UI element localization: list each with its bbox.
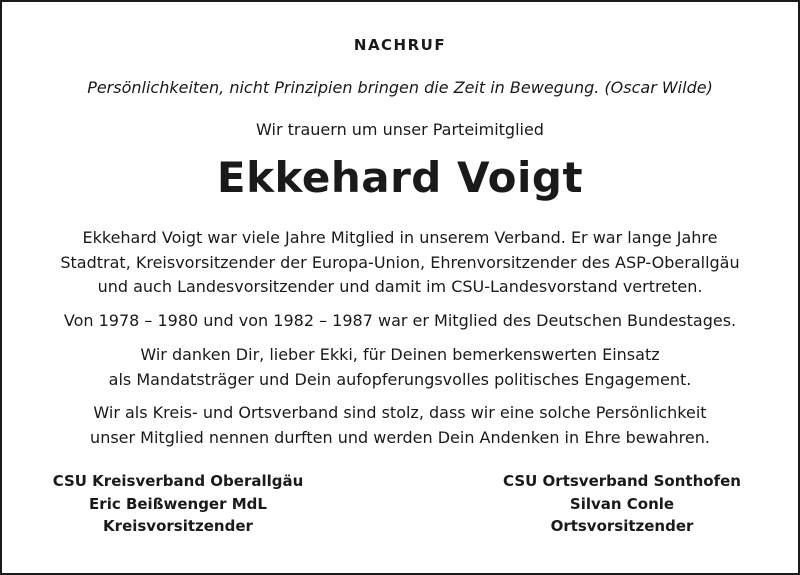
paragraph-line: Wir danken Dir, lieber Ekki, für Deinen bemerkenswerten Einsatz — [140, 345, 660, 364]
signature-person: Silvan Conle — [569, 494, 675, 513]
paragraph-line: und auch Landesvorsitzender und damit im CSU-Landesvorstand vertreten. — [97, 277, 703, 296]
paragraph-thanks — [0, 343, 800, 392]
paragraph-line: als Mandatsträger und Dein aufopferungsvolles politisches Engagement. — [108, 369, 692, 389]
signature-role: Kreisvorsitzender — [103, 517, 253, 535]
intro-text: Wir trauern um unser Parteimitglied — [256, 120, 544, 139]
paragraph-line: Ekkehard Voigt war viele Jahre Mitglied in unserem Verband. Er war lange Jahre — [82, 228, 718, 247]
signature-organization: CSU Ortsverband Sonthofen — [503, 472, 741, 490]
paragraph-pride — [0, 401, 800, 450]
signature-role: Ortsvorsitzender — [550, 517, 694, 535]
paragraph-line: Stadtrat, Kreisvorsitzender der Europa-Union, Ehrenvorsitzender des ASP-Oberallgäu — [60, 252, 740, 272]
paragraph-line: Wir als Kreis- und Ortsverband sind stolz, dass wir eine solche Persönlichkeit — [93, 403, 707, 422]
paragraph-bundestag — [0, 309, 800, 334]
deceased-name: Ekkehard Voigt — [216, 153, 584, 202]
paragraph-line: Von 1978 – 1980 und von 1982 – 1987 war er Mitglied des Deutschen Bundestages. — [63, 311, 737, 330]
signature-block-kreisverband — [18, 470, 338, 538]
signature-person: Eric Beißwenger MdL — [89, 494, 267, 513]
signature-block-ortsverband — [462, 470, 782, 538]
notice-heading: NACHRUF — [353, 36, 447, 54]
memorial-quote: Persönlichkeiten, nicht Prinzipien bringen die Zeit in Bewegung. (Oscar Wilde) — [87, 78, 713, 97]
paragraph-line: unser Mitglied nennen durften und werden Dein Andenken in Ehre bewahren. — [90, 427, 710, 447]
paragraph-career — [0, 226, 800, 300]
signature-organization: CSU Kreisverband Oberallgäu — [52, 472, 304, 490]
